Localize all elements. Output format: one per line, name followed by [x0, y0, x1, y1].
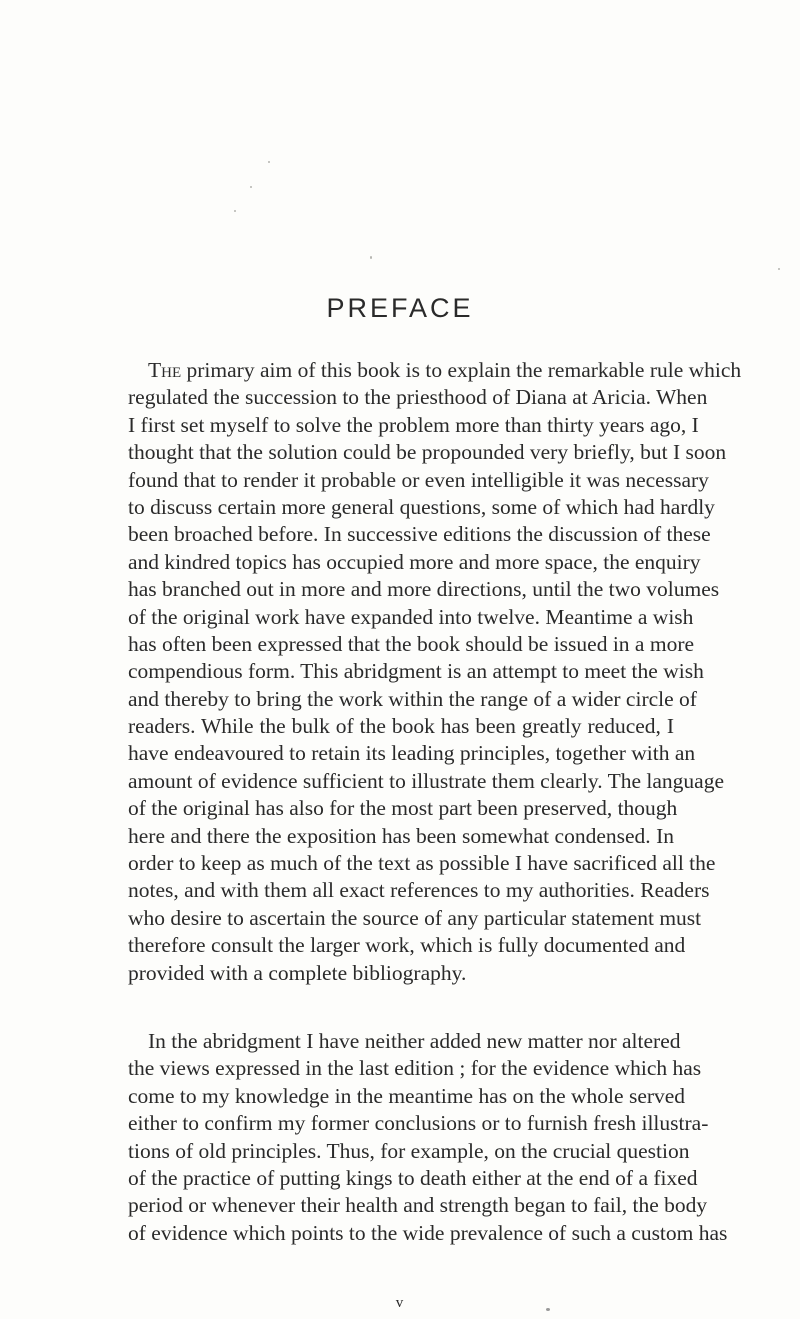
text-line: been broached before. In successive editions the discussion of these: [128, 522, 711, 547]
text-line: therefore consult the larger work, which is fully documented and: [128, 933, 686, 958]
text-line: readers. While the bulk of the book has been greatly reduced, I: [128, 714, 674, 739]
page-title: PREFACE: [326, 293, 474, 323]
text-line: found that to render it probable or even intelligible it was necessary: [128, 467, 709, 492]
text-line: and thereby to bring the work within the range of a wider circle of: [128, 686, 697, 711]
text-line: has branched out in more and more directions, until the two volumes: [128, 577, 720, 602]
text-line: [128, 357, 742, 384]
text-line: thought that the solution could be propounded very briefly, but I soon: [128, 440, 727, 465]
text-line: In the abridgment I have neither added new matter nor altered: [148, 1029, 681, 1053]
text-line: of the original has also for the most part been preserved, though: [128, 796, 678, 821]
text-line: come to my knowledge in the meantime has on the whole served: [128, 1083, 686, 1108]
paragraph-2: [128, 1028, 728, 1247]
text-line: order to keep as much of the text as possible I have sacrificed all the: [128, 851, 716, 876]
text-line: who desire to ascertain the source of any particular statement must: [128, 905, 702, 930]
text-line: regulated the succession to the priesthood of Diana at Aricia. When: [128, 385, 708, 410]
text-line: and kindred topics has occupied more and more space, the enquiry: [128, 549, 701, 574]
text-line: amount of evidence sufficient to illustrate them clearly. The language: [128, 768, 725, 793]
text-line: notes, and with them all exact references to my authorities. Readers: [128, 878, 710, 903]
page-number: v: [395, 1295, 405, 1311]
paper-speck: [268, 161, 270, 163]
text-line: here and there the exposition has been somewhat condensed. In: [128, 823, 674, 848]
paper-speck: [234, 210, 236, 212]
text-line: of the original work have expanded into twelve. Meantime a wish: [128, 604, 694, 629]
text-line: I first set myself to solve the problem more than thirty years ago, I: [128, 412, 699, 437]
text-line-content: primary aim of this book is to explain the remarkable rule which: [181, 358, 742, 382]
paper-speck: [778, 268, 780, 270]
paragraph-1: [128, 357, 742, 987]
text-line: has often been expressed that the book should be issued in a more: [128, 631, 695, 656]
text-line: of the practice of putting kings to death either at the end of a fixed: [128, 1165, 698, 1190]
text-line: of evidence which points to the wide prevalence of such a custom has: [128, 1220, 728, 1245]
text-line: to discuss certain more general questions, some of which had hardly: [128, 494, 715, 519]
text-line: tions of old principles. Thus, for example, on the crucial question: [128, 1138, 690, 1163]
text-line: have endeavoured to retain its leading principles, together with an: [128, 741, 696, 766]
text-line: either to confirm my former conclusions or to furnish fresh illustra-: [128, 1111, 709, 1136]
paper-speck: [370, 256, 372, 259]
text-line: the views expressed in the last edition ; for the evidence which has: [128, 1056, 702, 1081]
text-line: compendious form. This abridgment is an attempt to meet the wish: [128, 659, 704, 684]
text-line: period or whenever their health and strength began to fail, the body: [128, 1193, 708, 1218]
text-line: provided with a complete bibliography.: [128, 960, 467, 985]
paper-speck: [250, 186, 252, 188]
drop-word: The: [148, 358, 182, 382]
